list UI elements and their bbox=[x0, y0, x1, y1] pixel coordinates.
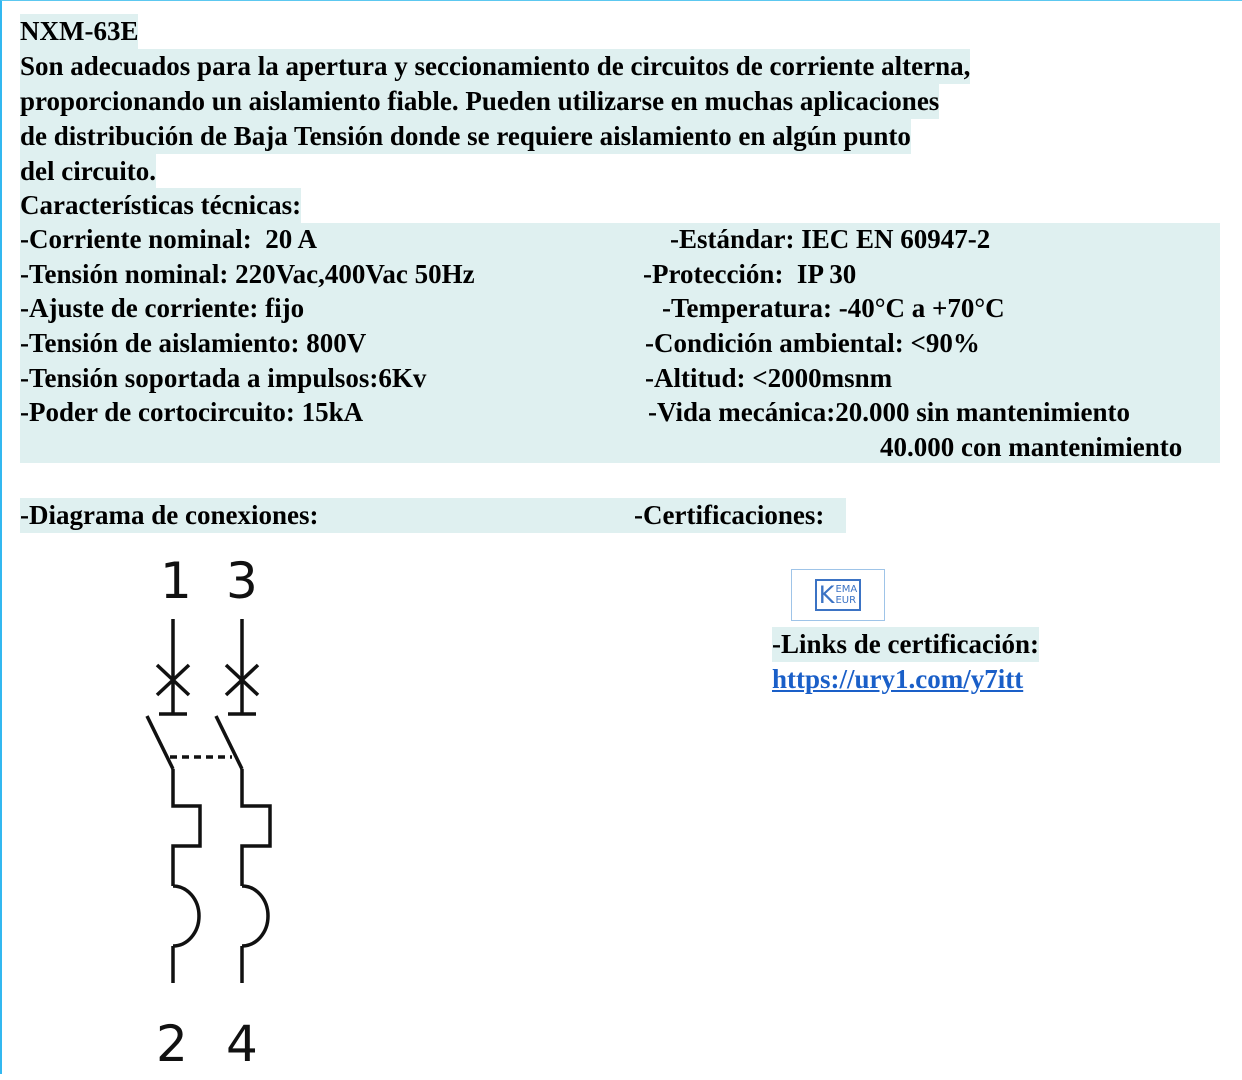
spec-tension-impulsos: -Tensión soportada a impulsos:6Kv bbox=[20, 363, 427, 393]
spec-tension-aislamiento: -Tensión de aislamiento: 800V bbox=[20, 328, 367, 358]
kema-keur-icon: K EMA EUR bbox=[815, 579, 862, 611]
spec-ajuste-corriente: -Ajuste de corriente: fijo bbox=[20, 293, 305, 323]
description-line-4: del circuito. bbox=[20, 154, 156, 189]
product-title: NXM-63E bbox=[20, 14, 138, 49]
terminal-3: 3 bbox=[226, 552, 258, 610]
spec-temperatura: -Temperatura: -40°C a +70°C bbox=[662, 293, 1005, 323]
spec-tension-nominal: -Tensión nominal: 220Vac,400Vac 50Hz bbox=[20, 259, 475, 289]
connection-diagram bbox=[132, 541, 292, 1075]
diagram-heading: -Diagrama de conexiones: bbox=[20, 500, 319, 530]
spec-condicion-ambiental: -Condición ambiental: <90% bbox=[645, 328, 980, 358]
spec-poder-cortocircuito: -Poder de cortocircuito: 15kA bbox=[20, 397, 364, 427]
certifications-heading: -Certificaciones: bbox=[634, 500, 825, 530]
cert-links-heading: -Links de certificación: bbox=[772, 627, 1039, 662]
terminal-1: 1 bbox=[160, 552, 192, 610]
description-line-2: proporcionando un aislamiento fiable. Pueden utilizarse en muchas aplicaciones bbox=[20, 84, 939, 119]
description-line-1: Son adecuados para la apertura y seccionamiento de circuitos de corriente alterna, bbox=[20, 49, 970, 84]
spec-proteccion: -Protección: IP 30 bbox=[643, 259, 857, 289]
spec-corriente-nominal: -Corriente nominal: 20 A bbox=[20, 224, 317, 254]
circuit-breaker-symbol-icon bbox=[132, 541, 292, 1075]
description-line-3: de distribución de Baja Tensión donde se requiere aislamiento en algún punto bbox=[20, 119, 911, 154]
spec-altitud: -Altitud: <2000msnm bbox=[645, 363, 893, 393]
certification-link[interactable]: https://ury1.com/y7itt bbox=[772, 664, 1024, 694]
spec-estandar: -Estándar: IEC EN 60947-2 bbox=[670, 224, 991, 254]
kema-keur-logo bbox=[791, 569, 885, 621]
spec-vida-mecanica-2: 40.000 con mantenimiento bbox=[880, 432, 1183, 462]
spec-vida-mecanica: -Vida mecánica:20.000 sin mantenimiento bbox=[648, 397, 1130, 427]
terminal-4: 4 bbox=[226, 1015, 258, 1073]
specs-heading: Características técnicas: bbox=[20, 188, 301, 223]
terminal-2: 2 bbox=[156, 1015, 188, 1073]
